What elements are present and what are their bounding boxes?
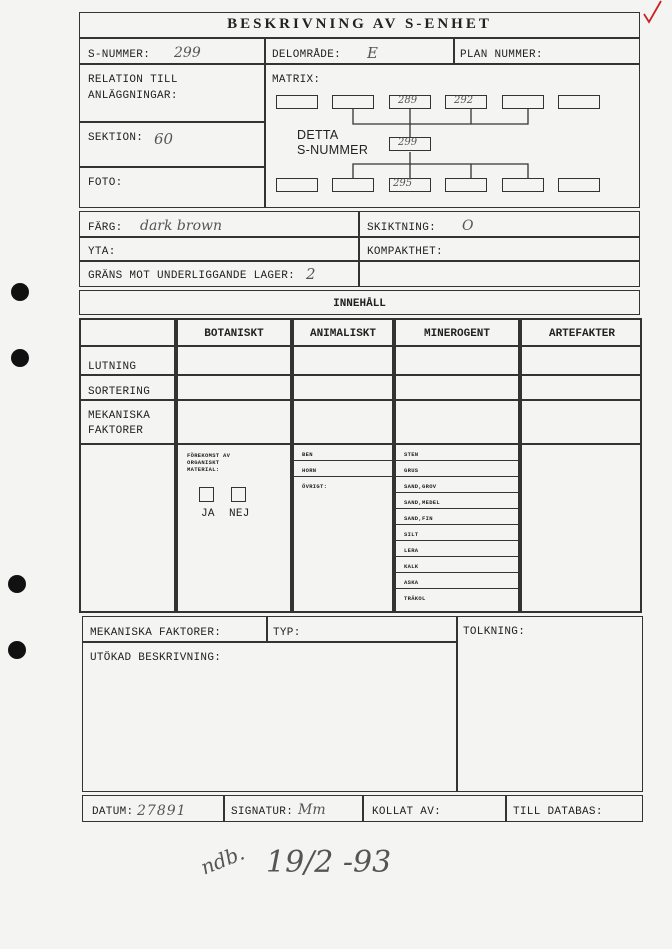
col-header-animaliskt: ANIMALISKT	[309, 328, 376, 340]
forekomst-label: ORGANISKT	[187, 459, 220, 466]
form-title: BESKRIVNING AV S-ENHET	[227, 16, 492, 32]
handwritten-initials: ndb.	[197, 840, 248, 880]
matrix-top-box[interactable]: 289	[389, 95, 431, 109]
animaliskt-item: ÖVRIGT:	[302, 483, 328, 490]
delomrade-value[interactable]: E	[367, 44, 378, 62]
minerogent-item: STEN	[404, 451, 419, 458]
kompakthet-label: KOMPAKTHET:	[367, 246, 443, 258]
minerogent-item: TRÄKOL	[404, 595, 426, 602]
nej-label: NEJ	[229, 508, 250, 520]
typ-label: TYP:	[273, 627, 301, 639]
forekomst-label: FÖREKOMST AV	[187, 452, 231, 459]
minerogent-item: ASKA	[404, 579, 419, 586]
yta-label: YTA:	[88, 246, 116, 258]
col-header-artefakter: ARTEFAKTER	[548, 328, 615, 340]
matrix-bottom-box[interactable]	[445, 178, 487, 192]
signatur-value[interactable]: Mm	[298, 802, 326, 818]
skiktning-label: SKIKTNING:	[367, 222, 437, 234]
minerogent-item: SAND,MEDEL	[404, 499, 441, 506]
datum-value[interactable]: 27891	[137, 803, 187, 819]
matrix-label: MATRIX:	[272, 74, 321, 86]
grans-value[interactable]: 2	[306, 265, 316, 283]
s-nummer-label: S-NUMMER:	[88, 49, 151, 61]
s-nummer-value[interactable]: 299	[174, 45, 201, 61]
utokad-beskrivning-label: UTÖKAD BESKRIVNING:	[90, 652, 222, 664]
forekomst-label: MATERIAL:	[187, 466, 220, 473]
red-checkmark-icon	[641, 0, 663, 26]
col-header-botaniskt: BOTANISKT	[204, 328, 264, 340]
row-label-faktorer: FAKTORER	[88, 425, 144, 437]
matrix-bottom-box[interactable]	[502, 178, 544, 192]
detta-label: S-NUMMER	[297, 143, 369, 157]
relation-label: ANLÄGGNINGAR:	[88, 90, 178, 102]
animaliskt-item: HORN	[302, 467, 317, 474]
punch-hole	[8, 641, 26, 659]
matrix-center-box[interactable]: 299	[389, 137, 431, 151]
mek-faktorer-label: MEKANISKA FAKTORER:	[90, 627, 222, 639]
punch-hole	[11, 349, 29, 367]
col-header-minerogent: MINEROGENT	[423, 328, 490, 340]
skiktning-value[interactable]: O	[462, 218, 474, 234]
row-label-lutning: LUTNING	[88, 361, 137, 373]
delomrade-label: DELOMRÅDE:	[272, 49, 342, 61]
signatur-label: SIGNATUR:	[231, 806, 294, 818]
animaliskt-item: BEN	[302, 451, 313, 458]
row-label-sortering: SORTERING	[88, 386, 151, 398]
plan-nummer-label: PLAN NUMMER:	[460, 49, 543, 61]
minerogent-item: SAND,GROV	[404, 483, 437, 490]
minerogent-item: SILT	[404, 531, 419, 538]
punch-hole	[8, 575, 26, 593]
ja-label: JA	[201, 508, 215, 520]
grans-label: GRÄNS MOT UNDERLIGGANDE LAGER:	[88, 270, 296, 282]
matrix-bottom-box[interactable]	[276, 178, 318, 192]
innehall-header: INNEHÅLL	[333, 298, 386, 310]
minerogent-item: KALK	[404, 563, 419, 570]
matrix-bottom-box[interactable]: 295	[389, 178, 431, 192]
farg-value[interactable]: dark brown	[140, 218, 223, 234]
relation-label: RELATION TILL	[88, 74, 178, 86]
handwritten-date: 19/2 -93	[266, 845, 392, 880]
minerogent-item: GRUS	[404, 467, 419, 474]
content-grid	[79, 318, 642, 613]
farg-label: FÄRG:	[88, 222, 123, 234]
row-label-mekaniska: MEKANISKA	[88, 410, 151, 422]
detta-label: DETTA	[297, 128, 339, 142]
foto-label: FOTO:	[88, 177, 123, 189]
sektion-value[interactable]: 60	[154, 130, 174, 148]
minerogent-item: LERA	[404, 547, 419, 554]
till-databas-label: TILL DATABAS:	[513, 806, 603, 818]
datum-label: DATUM:	[92, 806, 134, 818]
matrix-bottom-box[interactable]	[332, 178, 374, 192]
kollat-av-label: KOLLAT AV:	[372, 806, 442, 818]
matrix-top-box[interactable]: 292	[445, 95, 487, 109]
matrix-bottom-box[interactable]	[558, 178, 600, 192]
sektion-label: SEKTION:	[88, 132, 144, 144]
ja-checkbox[interactable]	[199, 487, 214, 502]
tolkning-label: TOLKNING:	[463, 626, 526, 638]
minerogent-item: SAND,FIN	[404, 515, 433, 522]
punch-hole	[11, 283, 29, 301]
nej-checkbox[interactable]	[231, 487, 246, 502]
